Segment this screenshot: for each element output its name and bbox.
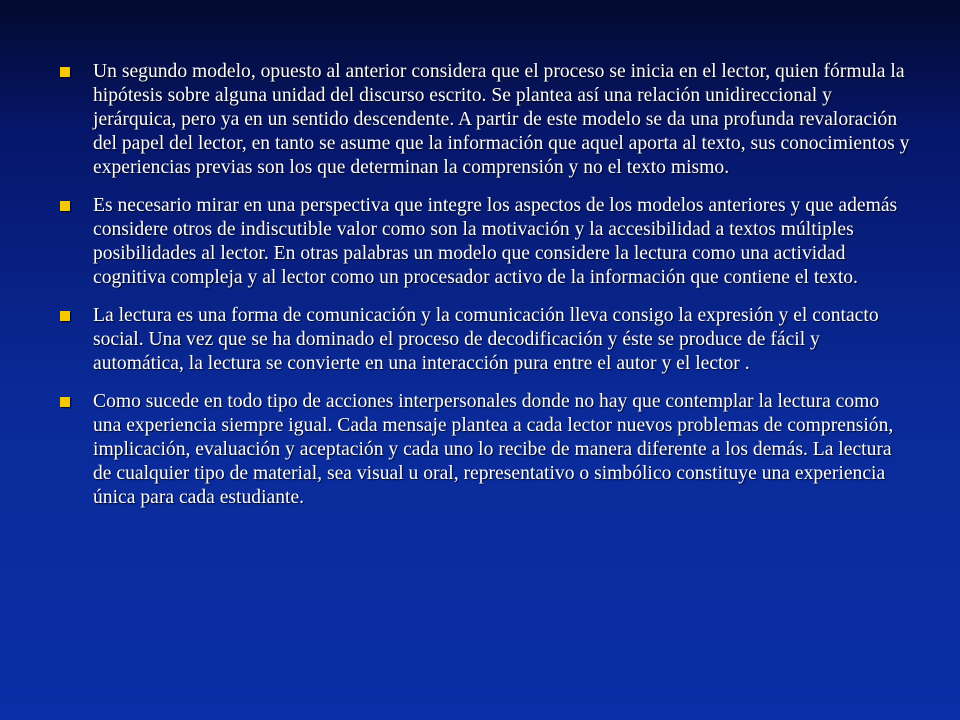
square-bullet-icon: [60, 397, 70, 407]
bullet-text-4: Como sucede en todo tipo de acciones interpersonales donde no hay que contemplar la lectura como una experiencia siempre igual. Cada mensaje plantea a cada lector nuevos problemas de comprensión, implicación, evaluación y aceptación y cada uno lo recibe de manera diferente a los demás. La lectura de cualquier tipo de material, sea visual u oral, representativo o simbólico constituye una experiencia única para cada estudiante.: [93, 391, 894, 508]
bullet-text-2: Es necesario mirar en una perspectiva que integre los aspectos de los modelos anteriores y que además considere otros de indiscutible valor como son la motivación y la accesibilidad a textos múltiples posibilidades al lector. En otras palabras un modelo que considere la lectura como una actividad cognitiva compleja y al lector como un procesador activo de la información que contiene el texto.: [93, 195, 898, 288]
square-bullet-icon: [60, 201, 70, 211]
square-bullet-icon: [60, 311, 70, 321]
bullet-item-4: [58, 390, 910, 510]
bullet-text-3: La lectura es una forma de comunicación y la comunicación lleva consigo la expresión y el contacto social. Una vez que se ha dominado el proceso de decodificación y éste se produce de fácil y automática, la lectura se convierte en una interacción pura entre el autor y el lector .: [93, 305, 879, 374]
square-bullet-icon: [60, 67, 70, 77]
bullet-item-3: [58, 304, 910, 376]
bullet-item-2: [58, 194, 910, 290]
bullet-text-1: Un segundo modelo, opuesto al anterior considera que el proceso se inicia en el lector, quien fórmula la hipótesis sobre alguna unidad del discurso escrito. Se plantea así una relación unidireccional y jerárquica, pero ya en un sentido descendente. A partir de este modelo se da una profunda revaloración del papel del lector, en tanto se asume que la información que aquel aporta al texto, sus conocimientos y experiencias previas son los que determinan la comprensión y no el texto mismo.: [93, 61, 910, 178]
bullet-item-1: [58, 60, 910, 180]
bullet-list: [58, 60, 910, 524]
